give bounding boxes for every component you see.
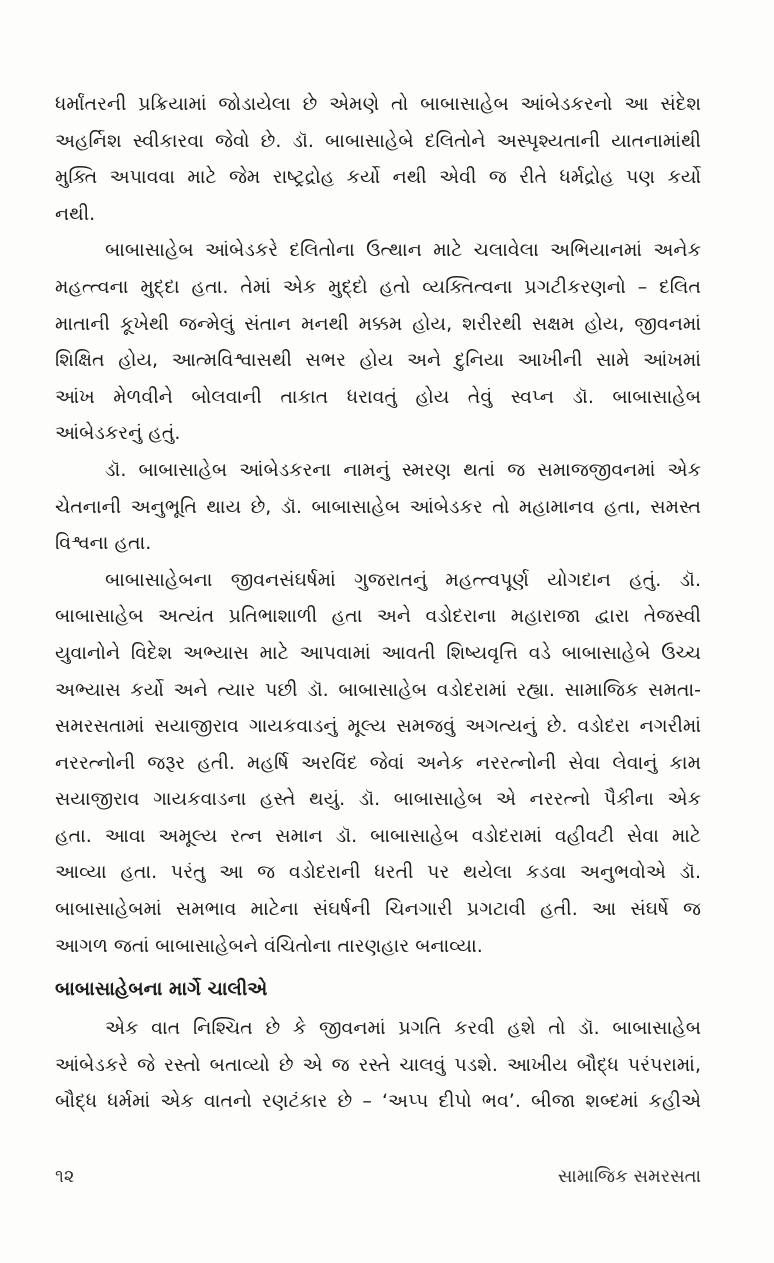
text-line: આંબેડકરે જે રસ્તો બતાવ્યો છે એ જ રસ્તે ચાલવું પડશે. આખીય બૌદ્ધ પરંપરામાં, bbox=[55, 1053, 701, 1076]
text-line: વિશ્વના હતા. bbox=[55, 532, 152, 555]
section-heading: બાબાસાહેબના માર્ગે ચાલીએ bbox=[55, 978, 268, 1001]
text-line: આવ્યા હતા. પરંતુ આ જ વડોદરાની ધરતી પર થયેલા કડવા અનુભવોએ ડૉ. bbox=[55, 861, 701, 884]
text-line: બાબાસાહેબ આંબેડકરે દલિતોના ઉત્થાન માટે ચલાવેલા અભિયાનમાં અનેક bbox=[105, 239, 701, 262]
text-line: ડૉ. બાબાસાહેબ આંબેડકરના નામનું સ્મરણ થતાં જ સમાજજીવનમાં એક bbox=[105, 458, 701, 481]
page-number: ૧૨ bbox=[55, 1166, 75, 1187]
running-title: સામાજિક સમરસતા bbox=[557, 1166, 701, 1187]
text-line: શિક્ષિત હોય, આત્મવિશ્વાસથી સભર હોય અને દુનિયા આખીની સામે આંખમાં bbox=[55, 349, 701, 372]
text-line: અભ્યાસ કર્યો અને ત્યાર પછી ડૉ. બાબાસાહેબ વડોદરામાં રહ્યા. સામાજિક સમતા- bbox=[55, 678, 701, 701]
text-line: યુવાનોને વિદેશ અભ્યાસ માટે આપવામાં આવતી શિષ્યવૃત્તિ વડે બાબાસાહેબે ઉચ્ચ bbox=[55, 641, 701, 664]
page-footer bbox=[55, 1166, 701, 1187]
text-line: ચેતનાની અનુભૂતિ થાય છે, ડૉ. બાબાસાહેબ આંબેડકર તો મહામાનવ હતા, સમસ્ત bbox=[55, 495, 701, 518]
paragraph bbox=[55, 1010, 701, 1120]
text-line: માતાની કૂખેથી જન્મેલું સંતાન મનથી મક્કમ હોય, શરીરથી સક્ષમ હોય, જીવનમાં bbox=[55, 312, 701, 335]
text-line: બાબાસાહેબ અત્યંત પ્રતિભાશાળી હતા અને વડોદરાના મહારાજા દ્વારા તેજસ્વી bbox=[55, 605, 701, 628]
text-line: બૌદ્ધ ધર્મમાં એક વાતનો રણટંકાર છે – ‘અપ્પ દીપો ભવ’. બીજા શબ્દમાં કહીએ bbox=[55, 1090, 701, 1113]
text-line: મુક્તિ અપાવવા માટે જેમ રાષ્ટ્રદ્રોહ કર્યો નથી એવી જ રીતે ધર્મદ્રોહ પણ કર્યો bbox=[55, 166, 701, 189]
text-line: ધર્માંતરની પ્રક્રિયામાં જોડાયેલા છે એમણે તો બાબાસાહેબ આંબેડકરનો આ સંદેશ bbox=[55, 93, 701, 115]
text-line: સયાજીરાવ ગાયકવાડના હસ્તે થયું. ડૉ. બાબાસાહેબ એ નરરત્નો પૈકીના એક bbox=[55, 788, 701, 811]
text-line: નરરત્નોની જરૂર હતી. મહર્ષિ અરવિંદ જેવાં અનેક નરરત્નોની સેવા લેવાનું કામ bbox=[55, 751, 701, 774]
text-line: એક વાત નિશ્ચિત છે કે જીવનમાં પ્રગતિ કરવી હશે તો ડૉ. બાબાસાહેબ bbox=[105, 1017, 701, 1040]
text-line: બાબાસાહેબના જીવનસંઘર્ષમાં ગુજરાતનું મહત્ત્વપૂર્ણ યોગદાન હતું. ડૉ. bbox=[105, 568, 701, 591]
text-line: સમરસતામાં સયાજીરાવ ગાયકવાડનું મૂલ્ય સમજવું અગત્યનું છે. વડોદરા નગરીમાં bbox=[55, 715, 701, 738]
text-line: બાબાસાહેબમાં સમભાવ માટેના સંઘર્ષની ચિનગારી પ્રગટાવી હતી. આ સંઘર્ષે જ bbox=[55, 898, 701, 921]
text-line: આંખ મેળવીને બોલવાની તાકાત ધરાવતું હોય તેવું સ્વપ્ન ડૉ. બાબાસાહેબ bbox=[55, 385, 701, 408]
text-line: આગળ જતાં બાબાસાહેબને વંચિતોના તારણહાર બનાવ્યા. bbox=[55, 934, 483, 957]
page-body bbox=[55, 86, 701, 1120]
text-line: અહર્નિશ સ્વીકારવા જેવો છે. ડૉ. બાબાસાહેબે દલિતોને અસ્પૃશ્યતાની યાતનામાંથી bbox=[55, 129, 701, 152]
paragraph bbox=[55, 232, 701, 452]
text-line: આંબેડકરનું હતું. bbox=[55, 422, 181, 445]
text-line: નથી. bbox=[55, 202, 96, 225]
text-line: મહત્ત્વના મુદ્દા હતા. તેમાં એક મુદ્દો હતો વ્યક્તિત્વના પ્રગટીકરણનો – દલિત bbox=[55, 275, 701, 298]
paragraph bbox=[55, 452, 701, 562]
text-line: હતા. આવા અમૂલ્ય રત્ન સમાન ડૉ. બાબાસાહેબ વડોદરામાં વહીવટી સેવા માટે bbox=[55, 824, 701, 847]
paragraph bbox=[55, 562, 701, 965]
paragraph bbox=[55, 86, 701, 232]
